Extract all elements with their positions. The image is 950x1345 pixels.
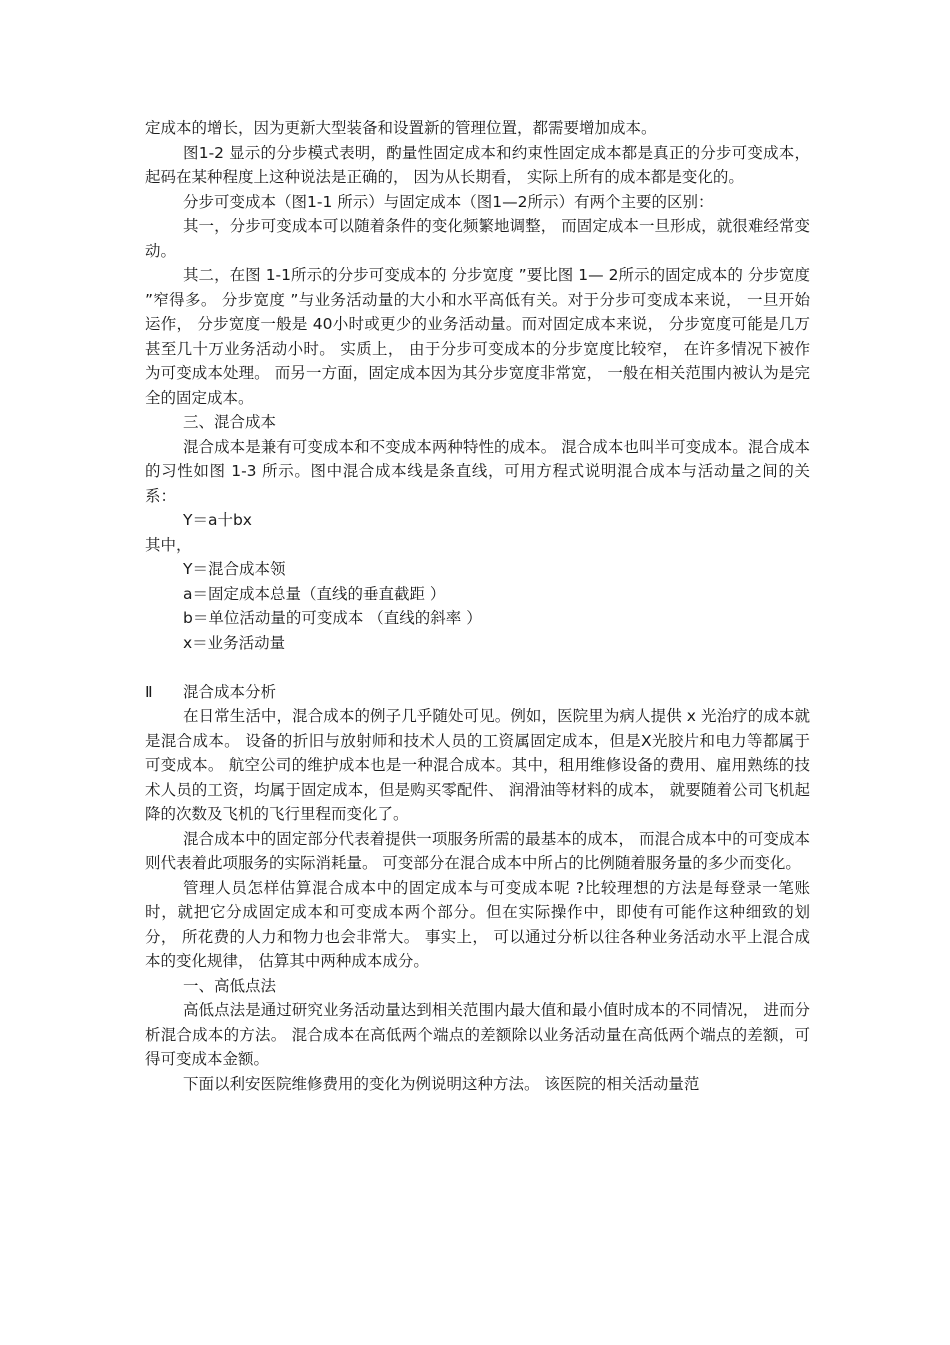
heading-high-low: 一、高低点法: [183, 976, 277, 995]
paragraph-7: 混合成本是兼有可变成本和不变成本两种特性的成本。 混合成本也叫半可变成本。混合成本的习性如图 1-3 所示。图中混合成本线是条直线，可用方程式说明混合成本与活动量之间的关系：: [145, 437, 810, 505]
definition-a: a＝固定成本总量（直线的垂直截距 ）: [183, 584, 446, 603]
body-text: [145, 116, 810, 1096]
paragraph-20: 下面以利安医院维修费用的变化为例说明这种方法。 该医院的相关活动量范: [183, 1074, 700, 1093]
paragraph-3: 分步可变成本（图1-1 所示）与固定成本（图1—2所示）有两个主要的区别：: [183, 192, 714, 211]
paragraph-17: 管理人员怎样估算混合成本中的固定成本与可变成本呢 ?比较理想的方法是每登录一笔账时，就把它分成固定成本和可变成本两个部分。但在实际操作中，即使有可能作这种细致的划分， 所花费的人力和物力也会非常大。 事实上， 可以通过分析以往各种业务活动水平上混合成本的变化规律， 估算其中两种成本成分。: [145, 878, 810, 970]
paragraph-2: 图1-2 显示的分步模式表明，酌量性固定成本和约束性固定成本都是真正的分步可变成本， 起码在某种程度上这种说法是正确的， 因为从长期看， 实际上所有的成本都是变化的。: [145, 143, 810, 186]
paragraph-15: 在日常生活中，混合成本的例子几乎随处可见。例如，医院里为病人提供 x 光治疗的成本就是混合成本。 设备的折旧与放射师和技术人员的工资属固定成本，但是X光胶片和电力等都属于可变成本。 航空公司的维护成本也是一种混合成本。其中，租用维修设备的费用、雇用熟练的技术人员的工资，均属于固定成本，但是购买零配件、 润滑油等材料的成本， 就要随着公司飞机起降的次数及飞机的飞行里程而变化了。: [145, 707, 810, 823]
section-heading: [145, 680, 810, 705]
definition-b: b＝单位活动量的可变成本 （直线的斜率 ）: [183, 609, 482, 627]
heading-mixed-cost: 三、混合成本: [183, 413, 277, 431]
paragraph-1: 定成本的增长，因为更新大型装备和设置新的管理位置，都需要增加成本。: [145, 119, 657, 137]
definition-x: x＝业务活动量: [183, 633, 286, 652]
section-title: 混合成本分析: [183, 682, 277, 701]
definition-y: Y＝混合成本领: [183, 560, 286, 578]
paragraph-5: 其二，在图 1-1所示的分步可变成本的 分步宽度 ”要比图 1— 2所示的固定成本的 分步宽度 ”窄得多。 分步宽度 ”与业务活动量的大小和水平高低有关。对于分步可变成本来说， 一旦开始运作， 分步宽度一般是 40小时或更少的业务活动量。而对固定成本来说， 分步宽度可能是几万甚至几十万业务活动小时。 实质上， 由于分步可变成本的分步宽度比较窄， 在许多情况下被作为可变成本处理。 而另一方面，固定成本因为其分步宽度非常宽， 一般在相关范围内被认为是完全的固定成本。: [145, 266, 810, 407]
blank-line: [145, 655, 810, 680]
paragraph-19: 高低点法是通过研究业务活动量达到相关范围内最大值和最小值时成本的不同情况， 进而分析混合成本的方法。 混合成本在高低两个端点的差额除以业务活动量在高低两个端点的差额，可得可变成本金额。: [145, 1001, 810, 1068]
paragraph-4: 其一，分步可变成本可以随着条件的变化频繁地调整， 而固定成本一旦形成，就很难经常变动。: [145, 217, 810, 260]
where-label: 其中，: [145, 535, 192, 554]
formula: Y＝a十bx: [183, 511, 252, 529]
section-number: Ⅱ: [145, 682, 153, 701]
paragraph-16: 混合成本中的固定部分代表着提供一项服务所需的最基本的成本， 而混合成本中的可变成本则代表着此项服务的实际消耗量。 可变部分在混合成本中所占的比例随着服务量的多少而变化。: [145, 829, 810, 872]
